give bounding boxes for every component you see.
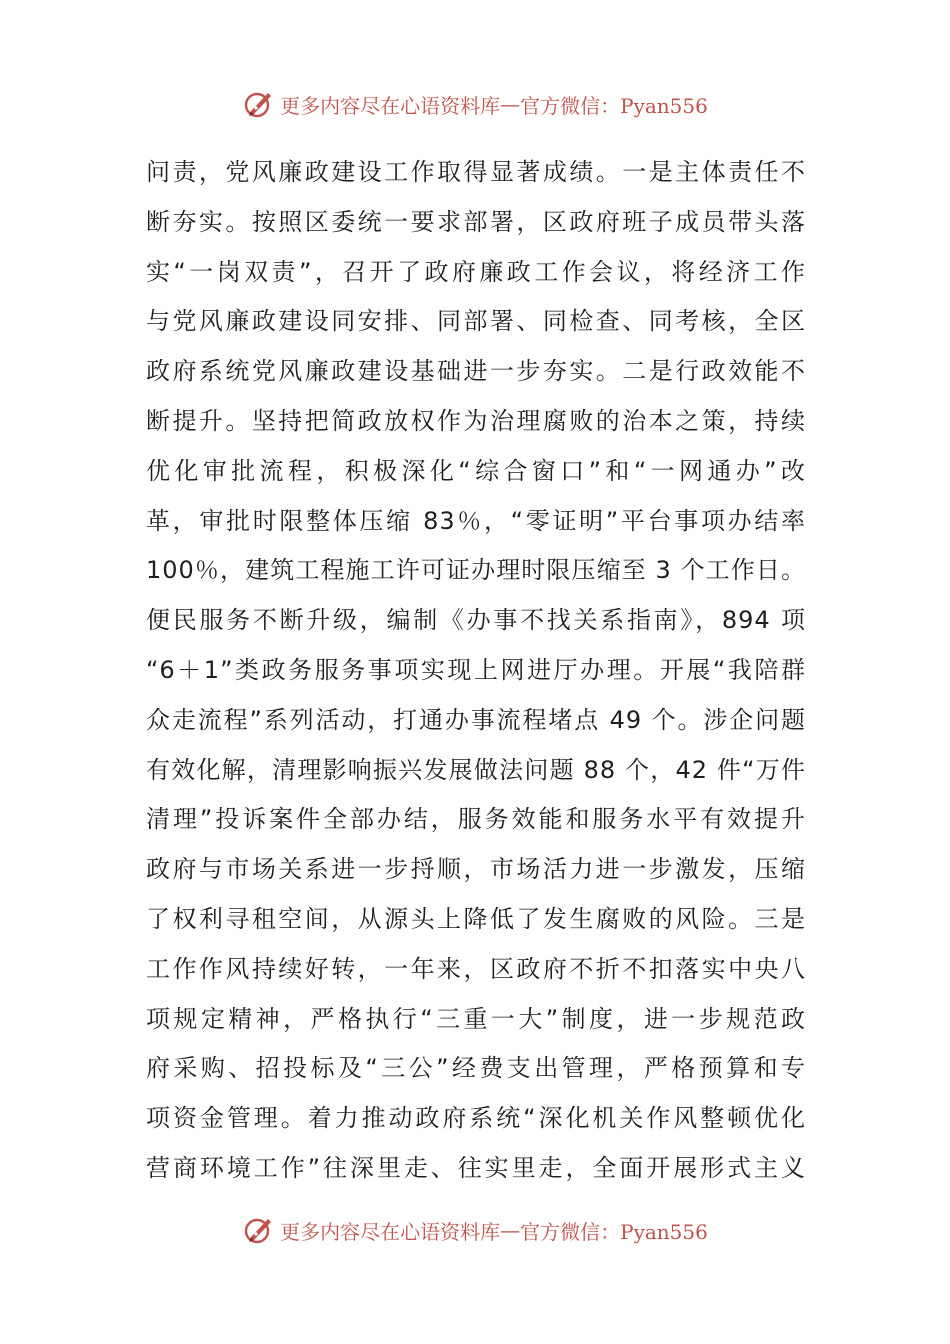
body-line: “6＋1”类政务服务事项实现上网进厅办理。开展“我陪群	[146, 655, 806, 684]
body-line: 项资金管理。着力推动政府系统“深化机关作风整顿优化	[146, 1104, 806, 1133]
pen-logo-icon	[242, 1213, 276, 1247]
body-line: 优化审批流程，积极深化“综合窗口”和“一网通办”改	[146, 456, 806, 485]
body-line: 众走流程”系列活动，打通办事流程堵点 49 个。涉企问题	[146, 705, 806, 734]
body-line: 100％，建筑工程施工许可证办理时限压缩至 3 个工作日。	[146, 556, 806, 585]
pen-logo-icon	[242, 87, 276, 121]
body-line: 营商环境工作”往深里走、往实里走，全面开展形式主义	[146, 1153, 806, 1182]
body-line: 问责，党风廉政建设工作取得显著成绩。一是主体责任不	[146, 158, 806, 186]
header-watermark	[0, 84, 950, 124]
watermark-dash: —	[500, 1218, 521, 1242]
body-line: 有效化解，清理影响振兴发展做法问题 88 个，42 件“万件	[146, 755, 806, 784]
footer-watermark	[0, 1210, 950, 1250]
document-body	[146, 148, 806, 1194]
body-line: 清理”投诉案件全部办结，服务效能和服务水平有效提升	[146, 805, 806, 834]
watermark-dash: —	[500, 92, 521, 116]
body-line: 项规定精神，严格执行“三重一大”制度，进一步规范政	[146, 1004, 806, 1033]
watermark-contact-text: 官方微信：Pyan556	[520, 1219, 708, 1244]
body-line: 与党风廉政建设同安排、同部署、同检查、同考核，全区	[146, 307, 806, 336]
body-line: 了权利寻租空间，从源头上降低了发生腐败的风险。三是	[146, 904, 806, 933]
body-line: 便民服务不断升级，编制《办事不找关系指南》，894 项	[146, 606, 806, 635]
body-line: 政府与市场关系进一步捋顺，市场活力进一步激发，压缩	[146, 855, 806, 884]
body-line: 断提升。坚持把简政放权作为治理腐败的治本之策，持续	[146, 406, 806, 435]
body-line: 工作作风持续好转，一年来，区政府不折不扣落实中央八	[146, 954, 806, 983]
body-line: 革，审批时限整体压缩 83％，“零证明”平台事项办结率	[146, 506, 806, 535]
body-line: 断夯实。按照区委统一要求部署，区政府班子成员带头落	[146, 207, 806, 236]
watermark-contact-text: 官方微信：Pyan556	[520, 93, 708, 118]
body-line: 政府系统党风廉政建设基础进一步夯实。二是行政效能不	[146, 357, 806, 386]
watermark-main-text: 更多内容尽在心语资料库	[280, 93, 501, 118]
watermark-main-text: 更多内容尽在心语资料库	[280, 1219, 501, 1244]
body-line: 实“一岗双责”，召开了政府廉政工作会议，将经济工作	[146, 257, 806, 286]
body-line: 府采购、招投标及“三公”经费支出管理，严格预算和专	[146, 1054, 806, 1083]
